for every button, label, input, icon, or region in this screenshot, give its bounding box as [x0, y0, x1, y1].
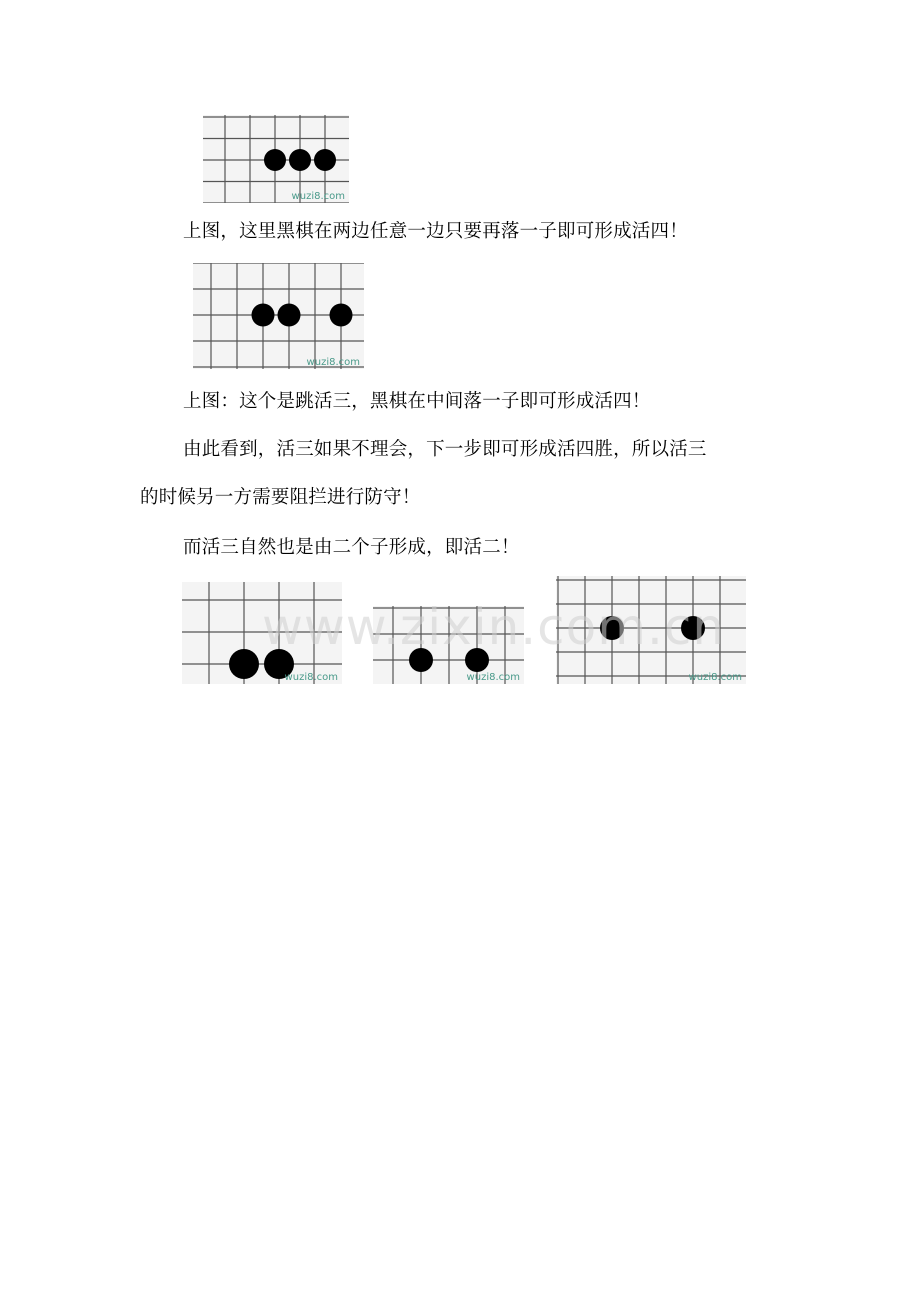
gomoku-diagram-live-two-b — [373, 606, 524, 684]
black-stone — [278, 304, 301, 327]
gomoku-diagram-split-three — [193, 263, 364, 369]
page-watermark: www.zixin.com.cn — [262, 598, 726, 656]
paragraph-5: 而活三自然也是由二个子形成，即活二！ — [183, 537, 520, 558]
board-watermark: wuzi8.com — [466, 672, 520, 683]
board-svg — [182, 582, 342, 684]
paragraph-3: 由此看到，活三如果不理会，下一步即可形成活四胜，所以活三 — [183, 439, 707, 460]
black-stone — [409, 648, 433, 672]
gomoku-diagram-live-two-a — [182, 582, 342, 684]
black-stone — [229, 649, 259, 679]
black-stone — [465, 648, 489, 672]
board-svg — [193, 263, 364, 369]
board-watermark: wuzi8.com — [284, 672, 338, 683]
board-watermark: wuzi8.com — [688, 672, 742, 683]
board-svg — [556, 576, 746, 684]
black-stone — [264, 149, 286, 171]
paragraph-2: 上图：这个是跳活三，黑棋在中间落一子即可形成活四！ — [183, 391, 651, 412]
black-stone — [252, 304, 275, 327]
black-stone — [600, 616, 624, 640]
board-svg — [373, 606, 524, 684]
paragraph-1: 上图，这里黑棋在两边任意一边只要再落一子即可形成活四！ — [183, 221, 688, 242]
black-stone — [330, 304, 353, 327]
paragraph-4: 的时候另一方需要阻拦进行防守！ — [140, 487, 421, 508]
board-svg — [203, 115, 349, 203]
black-stone — [681, 616, 705, 640]
board-watermark: wuzi8.com — [291, 191, 345, 202]
black-stone — [314, 149, 336, 171]
board-background — [182, 582, 342, 684]
gomoku-diagram-live-two-c — [556, 576, 746, 684]
black-stone — [289, 149, 311, 171]
gomoku-diagram-live-three — [203, 115, 349, 203]
board-watermark: wuzi8.com — [306, 357, 360, 368]
